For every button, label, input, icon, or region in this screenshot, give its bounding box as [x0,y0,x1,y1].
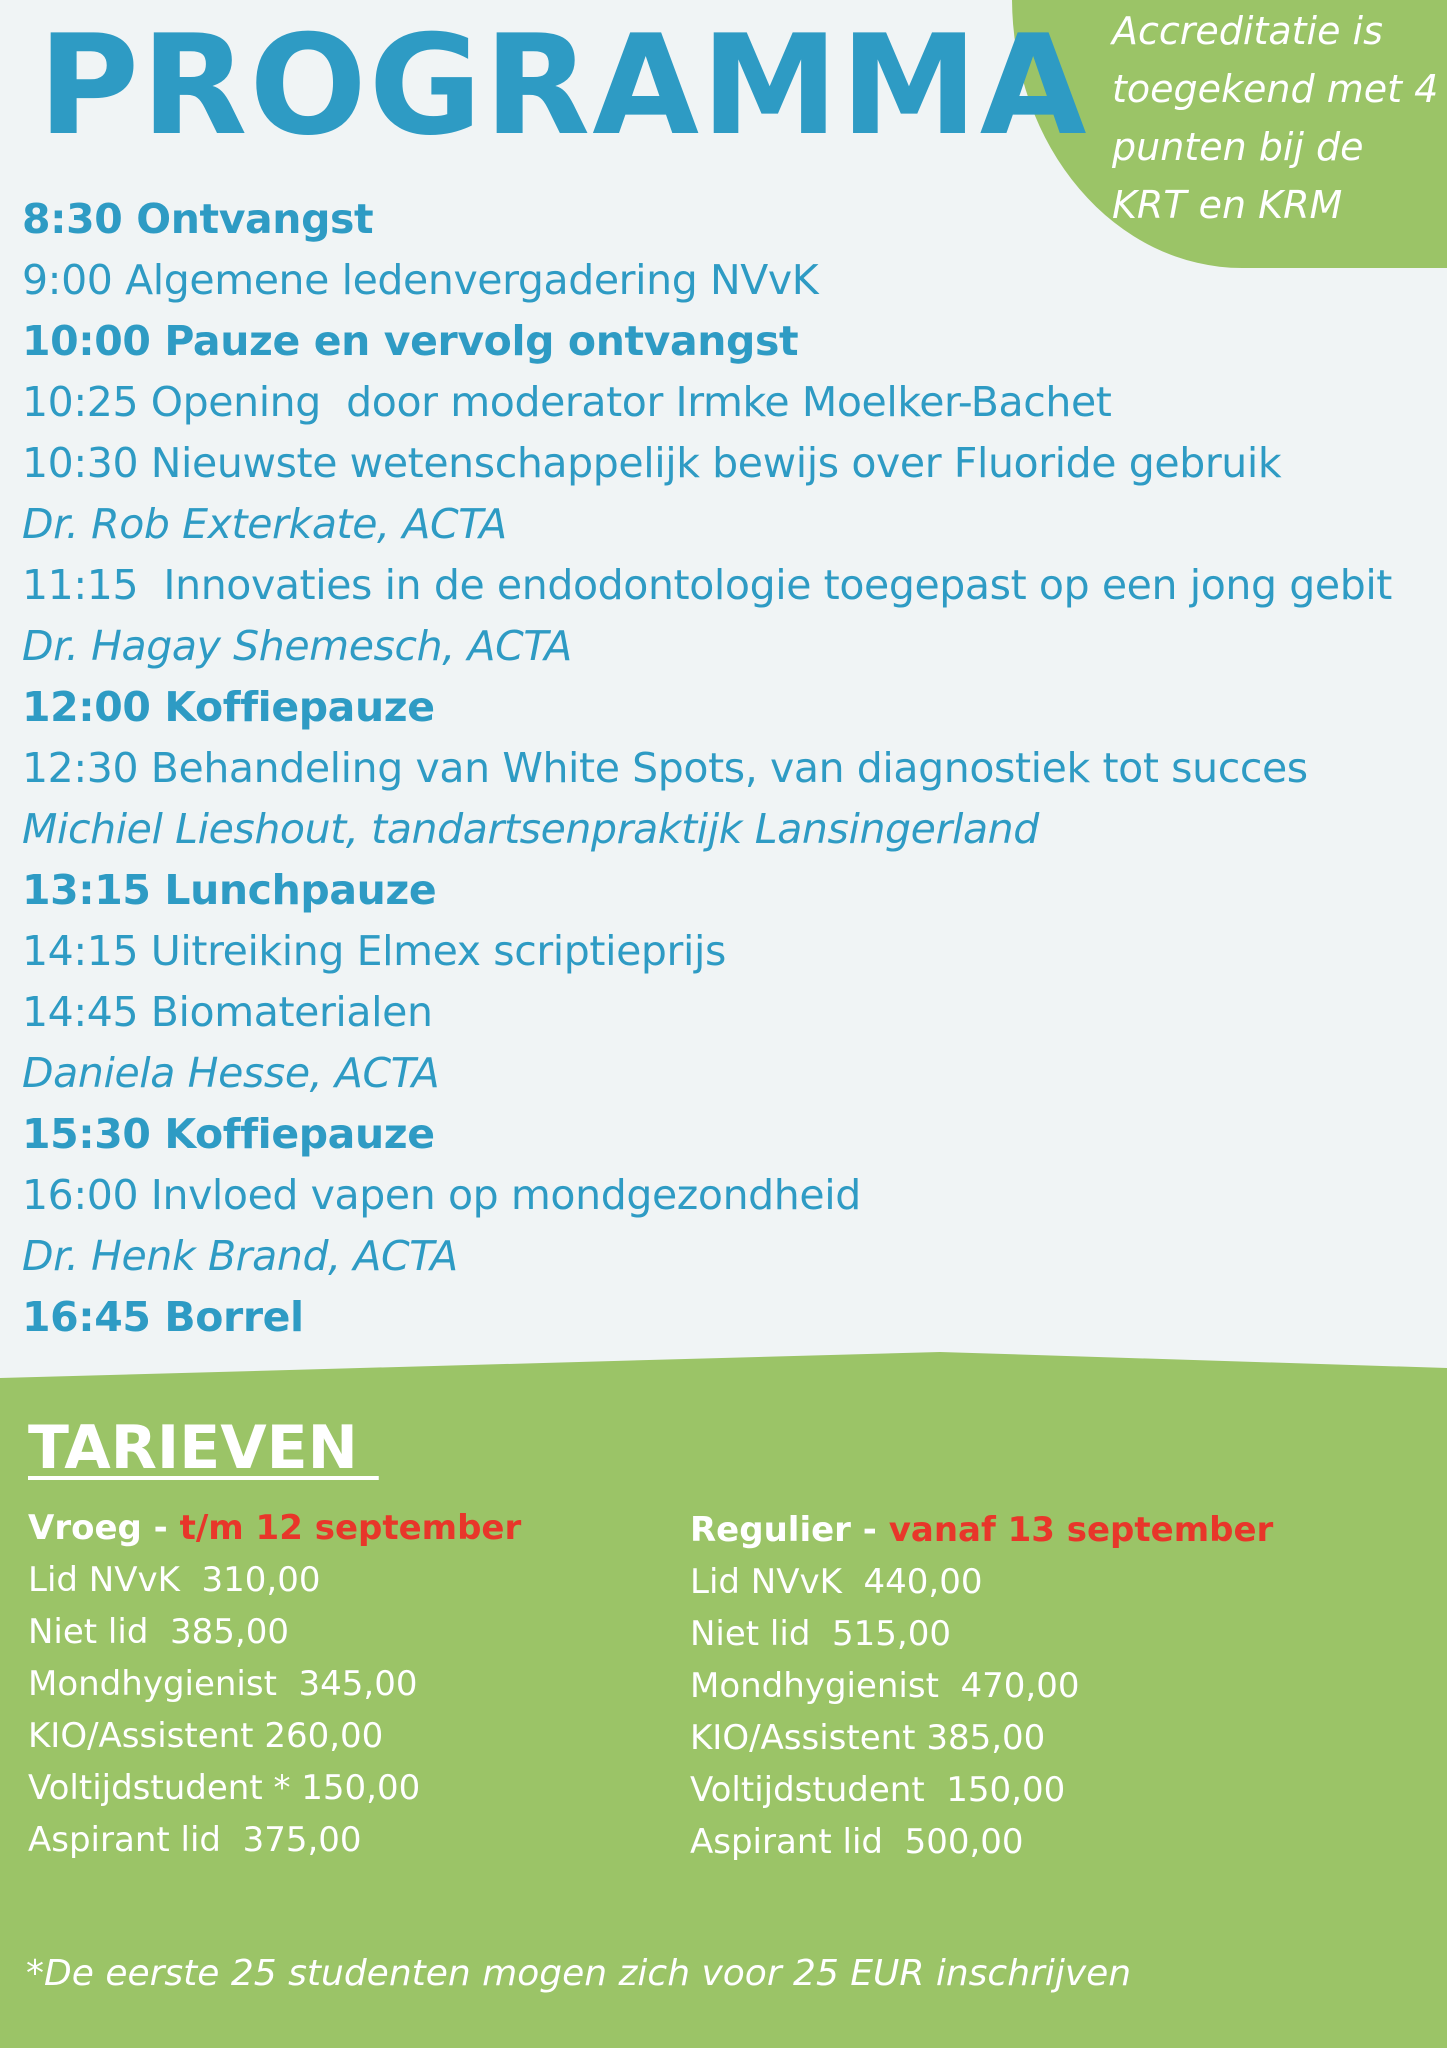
regular-date: vanaf 13 september [888,1510,1274,1550]
regular-label: Regulier - [690,1510,889,1550]
schedule-item: 14:45 Biomaterialen [22,988,433,1036]
schedule-item: 10:00 Pauze en vervolg ontvangst [22,317,799,365]
early-prices-heading [28,1502,648,1554]
schedule-item: 10:30 Nieuwste wetenschappelijk bewijs over Fluoride gebruik [22,439,1282,487]
page-title: PROGRAMMA [38,5,1089,166]
schedule-list [22,189,1432,1348]
early-date: t/m 12 september [179,1508,522,1548]
price-row: Voltijdstudent * 150,00 [28,1768,421,1808]
schedule-item: 12:00 Koffiepauze [22,683,435,731]
schedule-item: 11:15 Innovaties in de endodontologie toegepast op een jong gebit [22,561,1392,609]
schedule-item: 8:30 Ontvangst [22,195,374,243]
schedule-item: 13:15 Lunchpauze [22,866,437,914]
schedule-speaker: Michiel Lieshout, tandartsenpraktijk Lansingerland [22,805,1039,853]
regular-prices-column [690,1504,1310,1868]
accreditation-text: Accreditatie is toegekend met 4 punten bij de KRT en KRM [1112,9,1439,227]
price-row: KIO/Assistent 260,00 [28,1716,384,1756]
early-label: Vroeg - [28,1508,180,1548]
price-row: Lid NVvK 310,00 [28,1560,321,1600]
schedule-speaker: Daniela Hesse, ACTA [22,1049,440,1097]
schedule-speaker: Dr. Henk Brand, ACTA [22,1232,458,1280]
schedule-speaker: Dr. Hagay Shemesch, ACTA [22,622,572,670]
student-footnote: *De eerste 25 studenten mogen zich voor 25 EUR inschrijven [26,1953,1132,1994]
schedule-speaker: Dr. Rob Exterkate, ACTA [22,500,507,548]
schedule-item: 14:15 Uitreiking Elmex scriptieprijs [22,927,726,975]
schedule-item: 15:30 Koffiepauze [22,1110,435,1158]
price-row: Aspirant lid 375,00 [28,1820,362,1860]
schedule-item: 16:45 Borrel [22,1293,304,1341]
price-row: Aspirant lid 500,00 [690,1822,1024,1862]
tarieven-title: TARIEVEN [28,1413,379,1483]
price-row: Lid NVvK 440,00 [690,1562,983,1602]
schedule-item: 16:00 Invloed vapen op mondgezondheid [22,1171,861,1219]
price-row: Niet lid 515,00 [690,1614,951,1654]
schedule-item: 9:00 Algemene ledenvergadering NVvK [22,256,819,304]
schedule-item: 10:25 Opening door moderator Irmke Moelker-Bachet [22,378,1112,426]
price-row: Mondhygienist 470,00 [690,1666,1080,1706]
early-prices-column [28,1502,648,1866]
schedule-item: 12:30 Behandeling van White Spots, van diagnostiek tot succes [22,744,1308,792]
regular-prices-heading [690,1504,1310,1556]
price-row: Niet lid 385,00 [28,1612,289,1652]
price-row: KIO/Assistent 385,00 [690,1718,1046,1758]
price-row: Voltijdstudent 150,00 [690,1770,1066,1810]
price-row: Mondhygienist 345,00 [28,1664,418,1704]
